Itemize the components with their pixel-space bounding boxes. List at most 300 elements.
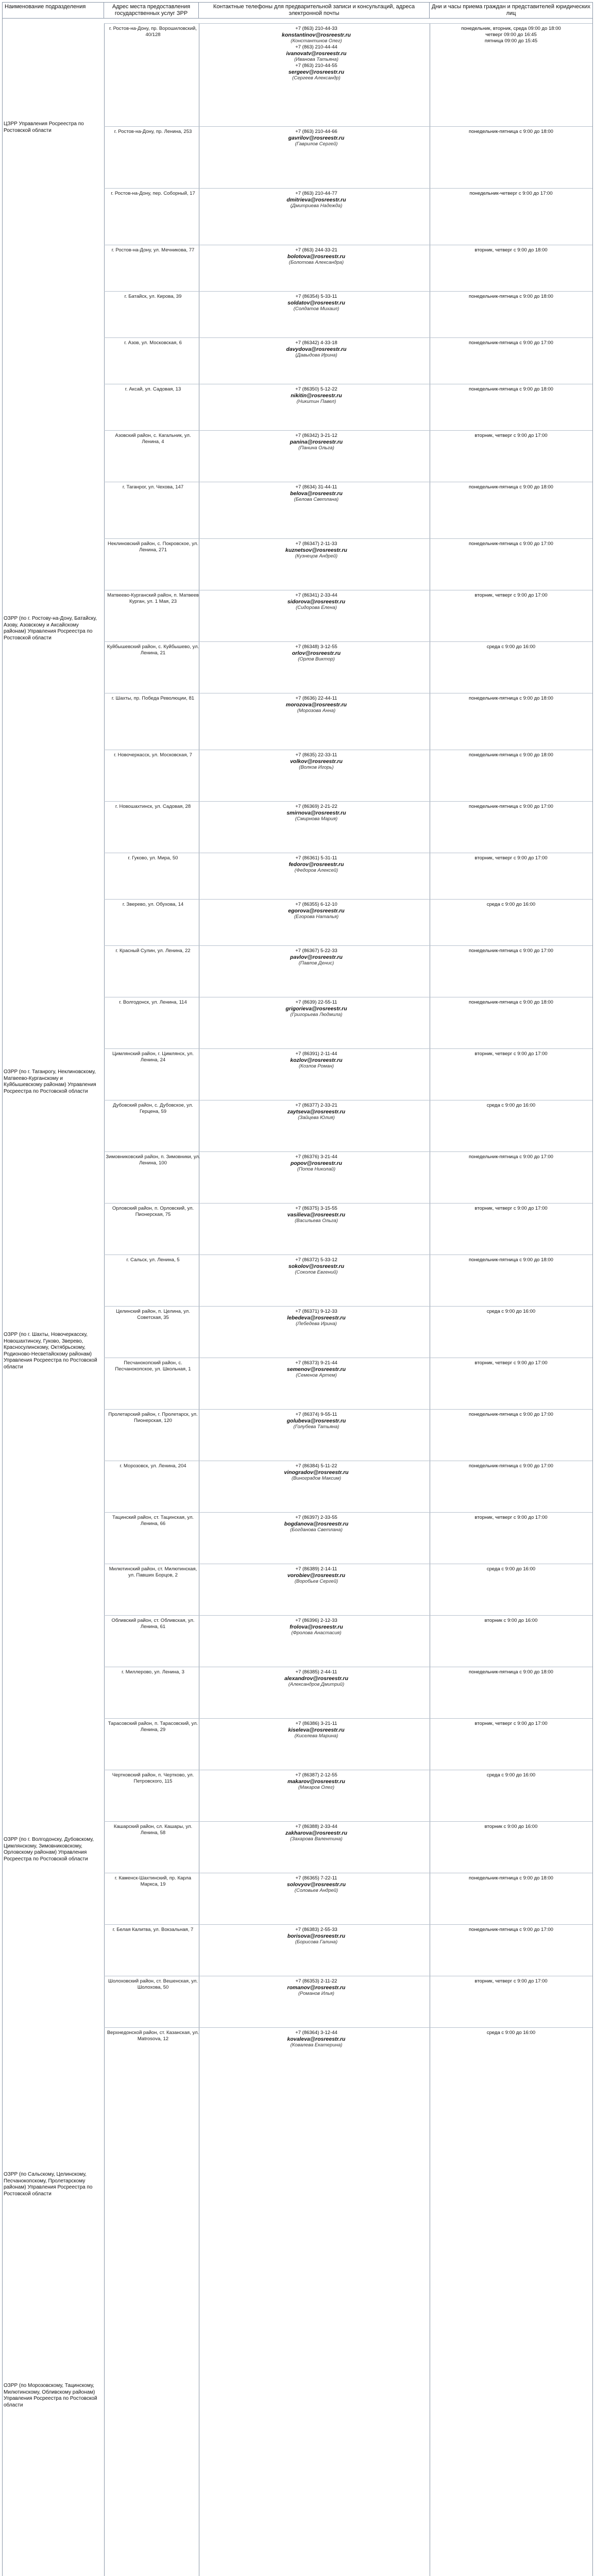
contacts-cell [203, 1927, 430, 1945]
table-row [104, 291, 592, 338]
contacts-cell [203, 26, 430, 81]
contacts-cell [203, 294, 430, 312]
contacts-cell [203, 1463, 430, 1482]
schedule-cell [434, 1360, 588, 1366]
email-link[interactable]: volkov@rosreestr.ru [290, 758, 343, 765]
schedule-line: понедельник-пятница с 9:00 до 18:00 [469, 294, 553, 299]
contact-person: (Семенов Артем) [296, 1372, 337, 1378]
phone-number: +7 (86374) 9-55-11 [295, 1412, 337, 1417]
email-link[interactable]: vorobiev@rosreestr.ru [287, 1572, 346, 1579]
table-row [104, 1358, 592, 1410]
contacts-cell [203, 386, 430, 405]
schedule-cell [434, 1824, 588, 1830]
schedule-line: понедельник-пятница с 9:00 до 18:00 [469, 129, 553, 134]
contact-person: (Богданова Светлана) [290, 1527, 343, 1533]
schedule-line: среда с 9:00 до 16:00 [486, 1772, 536, 1778]
table-row [104, 1564, 592, 1616]
phone-number: +7 (86386) 3-21-11 [295, 1721, 337, 1726]
contact-person: (Гаврилов Сергей) [295, 141, 338, 147]
contact-person: (Федоров Алексей) [294, 868, 338, 873]
table-row [104, 1512, 592, 1564]
table-row [104, 482, 592, 539]
email-link[interactable]: popov@rosreestr.ru [290, 1160, 343, 1166]
contact-person: (Иванова Татьяна) [294, 57, 338, 62]
table-row [104, 1100, 592, 1152]
schedule-cell [434, 1566, 588, 1572]
header-contacts: Контактные телефоны для предварительной записи и консультаций, адреса электронной почты [199, 3, 430, 18]
schedule-line: понедельник-пятница с 9:00 до 18:00 [469, 752, 553, 758]
header-address: Адрес места предоставления государственных услуг ЗРР [104, 3, 199, 18]
contacts-cell [203, 1206, 430, 1224]
schedule-line: понедельник-пятница с 9:00 до 18:00 [469, 1875, 553, 1881]
contact-person: (Соколов Евгений) [295, 1269, 338, 1275]
schedule-line: среда с 9:00 до 16:00 [486, 644, 536, 650]
email-link[interactable]: semenov@rosreestr.ru [286, 1366, 346, 1372]
schedule-cell [434, 855, 588, 861]
email-link[interactable]: makarov@rosreestr.ru [287, 1778, 345, 1785]
contact-person: (Сидорова Елена) [296, 605, 337, 611]
contacts-cell [203, 1257, 430, 1276]
email-link[interactable]: ivanovatv@rosreestr.ru [286, 50, 347, 57]
address-cell: г. Шахты, пр. Победа Революции, 81 [111, 696, 195, 701]
phone-number: +7 (86342) 4-33-18 [295, 340, 337, 346]
address-cell: г. Волгодонск, ул. Ленина, 114 [119, 999, 187, 1005]
phone-number: +7 (86391) 2-11-44 [295, 1051, 337, 1057]
address-cell: Шолоховский район, ст. Вешенская, ул. Шолохова, 50 [108, 1978, 198, 1990]
contact-person: (Романов Илья) [298, 1991, 334, 1996]
email-link[interactable]: soldatov@rosreestr.ru [287, 300, 345, 306]
schedule-line: понедельник-четверг с 9:00 до 17:00 [469, 191, 553, 196]
schedule-cell [434, 1669, 588, 1675]
schedule-cell [434, 804, 588, 810]
schedule-line: понедельник-пятница с 9:00 до 17:00 [469, 1927, 553, 1933]
contacts-cell [203, 855, 430, 874]
subdivision-name: ОЗРР (по г. Шахты, Новочеркасску, Новошахтинску, Гуково, Зверево, Красносулинскому, Октябрьскому, Родионово-Несветайскому районам) Управления Росреестра по Ростовской области [4, 1332, 97, 1370]
schedule-line: понедельник-пятница с 9:00 до 17:00 [469, 948, 553, 954]
schedule-cell [434, 1309, 588, 1315]
email-link[interactable]: kiseleva@rosreestr.ru [288, 1727, 345, 1733]
phone-number: +7 (86383) 2-55-33 [295, 1927, 337, 1933]
contact-person: (Попов Николай) [297, 1166, 336, 1172]
email-link[interactable]: alexandrov@rosreestr.ru [284, 1675, 349, 1682]
table-row [104, 1151, 592, 1204]
contact-person: (Соловьев Андрей) [294, 1888, 338, 1893]
schedule-line: понедельник-пятница с 9:00 до 17:00 [469, 804, 553, 809]
address-cell: г. Белая Калитва, ул. Вокзальная, 7 [112, 1927, 194, 1933]
contact-person: (Воробьев Сергей) [294, 1579, 338, 1584]
table-row [104, 1976, 592, 2028]
table-row [104, 337, 592, 384]
address-cell: Пролетарский район, г. Пролетарск, ул. Пионерская, 120 [108, 1412, 198, 1423]
table-row [104, 1461, 592, 1513]
contacts-cell [203, 1309, 430, 1327]
address-cell: г. Гуково, ул. Мира, 50 [128, 855, 178, 861]
contact-person: (Панина Ольга) [298, 445, 334, 451]
phone-number: +7 (86364) 3-12-44 [295, 2030, 337, 2036]
schedule-cell [434, 1103, 588, 1109]
schedule-cell [434, 294, 588, 300]
email-link[interactable]: zaytseva@rosreestr.ru [287, 1109, 346, 1115]
document-sheet [2, 2, 593, 2576]
contacts-cell [203, 752, 430, 771]
phone-number: +7 (86396) 2-12-33 [295, 1618, 337, 1623]
email-link[interactable]: gavrilov@rosreestr.ru [288, 135, 345, 141]
schedule-line: понедельник-пятница с 9:00 до 18:00 [469, 1257, 553, 1263]
subdivision-name: ЦЗРР Управления Росреестра по Ростовской области [4, 121, 84, 133]
phone-number: +7 (8634) 31-44-11 [295, 484, 337, 490]
address-cell: Тарасовский район, п. Тарасовский, ул. Ленина, 29 [108, 1721, 198, 1733]
address-cell: г. Батайск, ул. Кирова, 39 [124, 294, 182, 299]
address-cell: Дубовский район, с. Дубовское, ул. Герцена, 59 [113, 1103, 193, 1114]
email-link[interactable]: smirnova@rosreestr.ru [286, 810, 346, 816]
contact-person: (Волков Игорь) [299, 765, 334, 770]
contacts-cell [203, 340, 430, 359]
schedule-line: вторник, четверг с 9:00 до 17:00 [474, 1515, 548, 1520]
subdivision-name: ОЗРР (по Сальскому, Целинскому, Песчанокопскому, Пролетарскому районам) Управления Росреестра по Ростовской области [4, 2172, 93, 2197]
subdivision-name: ОЗРР (по Морозовскому, Тацинскому, Милютинскому, Обливскому районам) Управления Росреестра по Ростовской области [4, 2383, 97, 2408]
table-row [104, 538, 592, 590]
schedule-cell [434, 433, 588, 439]
table-row [104, 126, 592, 189]
contacts-cell [203, 247, 430, 266]
email-link[interactable]: frolova@rosreestr.ru [290, 1624, 343, 1630]
table-row [104, 384, 592, 431]
schedule-cell [434, 129, 588, 135]
schedule-cell [434, 26, 588, 44]
table-row [104, 245, 592, 292]
email-link[interactable]: vasilieva@rosreestr.ru [287, 1212, 346, 1218]
contacts-cell [203, 1515, 430, 1533]
address-cell: Целинский район, п. Целина, ул. Советская, 35 [116, 1309, 190, 1320]
email-link[interactable]: sokolov@rosreestr.ru [288, 1263, 345, 1269]
address-cell: г. Таганрог, ул. Чехова, 147 [122, 484, 184, 490]
phone-number: +7 (86342) 3-21-12 [295, 433, 337, 438]
phone-number: +7 (863) 210-44-55 [295, 63, 337, 69]
table-row [104, 1409, 592, 1461]
email-link[interactable]: nikitin@rosreestr.ru [291, 393, 342, 399]
phone-number: +7 (86347) 2-11-33 [295, 541, 337, 547]
address-cell: Кашарский район, сл. Кашары, ул. Ленина, 58 [113, 1824, 193, 1836]
table-row [104, 693, 592, 750]
schedule-line: вторник, четверг с 9:00 до 17:00 [474, 1978, 548, 1984]
phone-number: +7 (86365) 7-22-11 [295, 1875, 337, 1881]
address-cell: Тацинский район, ст. Тацинская, ул. Ленина, 66 [112, 1515, 194, 1527]
email-link[interactable]: kovaleva@rosreestr.ru [287, 2036, 346, 2042]
email-link[interactable]: borisova@rosreestr.ru [287, 1933, 346, 1939]
contact-person: (Егорова Наталья) [294, 914, 339, 920]
header-schedule: Дни и часы приема граждан и представителей юридических лиц [432, 4, 590, 16]
subdivision-name: ОЗРР (по г. Таганрогу, Неклиновскому, Матвеево-Курганскому и Куйбышевскому районам) Управления Росреестра по Ростовской области [4, 1069, 96, 1094]
table-row [104, 853, 592, 900]
email-link[interactable]: pavlov@rosreestr.ru [290, 954, 343, 960]
contact-person: (Орлов Виктор) [298, 656, 335, 662]
table-body [3, 23, 592, 2576]
schedule-line: вторник с 9:00 до 16:00 [484, 1618, 538, 1623]
table-row [104, 641, 592, 693]
contacts-cell [203, 804, 430, 822]
schedule-line: пятница 09:00 до 15:45 [484, 38, 538, 44]
schedule-cell [434, 1618, 588, 1624]
schedule-cell [434, 541, 588, 547]
schedule-cell [434, 1515, 588, 1521]
phone-number: +7 (86354) 5-33-11 [295, 294, 337, 299]
address-cell: г. Зверево, ул. Обухова, 14 [122, 902, 184, 907]
contacts-cell [203, 1360, 430, 1379]
phone-number: +7 (86377) 2-33-21 [295, 1103, 337, 1108]
email-link[interactable]: kuznetsov@rosreestr.ru [285, 547, 347, 553]
address-cell: г. Ростов-на-Дону, пер. Соборный, 17 [111, 191, 195, 196]
table-header [3, 3, 592, 19]
phone-number: +7 (86341) 2-33-44 [295, 592, 337, 598]
contact-person: (Голубева Татьяна) [293, 1424, 339, 1430]
contact-person: (Смирнова Мария) [295, 816, 338, 822]
address-cell: г. Миллерово, ул. Ленина, 3 [122, 1669, 184, 1675]
phone-number: +7 (86387) 2-12-55 [295, 1772, 337, 1778]
email-link[interactable]: panina@rosreestr.ru [290, 439, 343, 445]
table-row [104, 2027, 592, 2079]
contacts-cell [203, 1669, 430, 1688]
phone-number: +7 (86361) 5-31-11 [295, 855, 337, 861]
phone-number: +7 (86389) 2-14-11 [295, 1566, 337, 1572]
address-cell: г. Сальск, ул. Ленина, 5 [126, 1257, 180, 1263]
email-link[interactable]: morozova@rosreestr.ru [285, 702, 347, 708]
contacts-cell [203, 592, 430, 611]
address-cell: Азовский район, с. Кагальник, ул. Ленина, 4 [115, 433, 191, 445]
address-cell: г. Азов, ул. Московская, 6 [124, 340, 182, 346]
email-link[interactable]: vinogradov@rosreestr.ru [284, 1469, 349, 1476]
contact-person: (Давыдова Ирина) [295, 352, 337, 358]
contacts-cell [203, 1618, 430, 1636]
email-link[interactable]: zakharova@rosreestr.ru [285, 1830, 347, 1836]
schedule-cell [434, 1463, 588, 1469]
table-row [104, 1821, 592, 1873]
contacts-cell [203, 644, 430, 663]
table-row [104, 945, 592, 997]
schedule-line: понедельник-пятница с 9:00 до 17:00 [469, 541, 553, 547]
phone-number: +7 (86355) 6-12-10 [295, 902, 337, 907]
table-row [104, 1615, 592, 1667]
address-cell: г. Морозовск, ул. Ленина, 204 [120, 1463, 186, 1469]
email-link[interactable]: fedorov@rosreestr.ru [288, 861, 344, 868]
schedule-cell [434, 1206, 588, 1212]
schedule-cell [434, 484, 588, 490]
contacts-cell [203, 999, 430, 1018]
contact-person: (Кузнецов Андрей) [295, 553, 338, 559]
schedule-line: понедельник-пятница с 9:00 до 18:00 [469, 696, 553, 701]
schedule-line: вторник, четверг с 9:00 до 17:00 [474, 855, 548, 861]
schedule-line: среда с 9:00 до 16:00 [486, 1566, 536, 1572]
contact-person: (Никитин Павел) [296, 399, 336, 404]
phone-number: +7 (863) 210-44-33 [295, 26, 337, 31]
email-link[interactable]: solovyov@rosreestr.ru [286, 1882, 346, 1888]
contacts-cell [203, 541, 430, 560]
contacts-cell [203, 191, 430, 209]
email-link[interactable]: egorova@rosreestr.ru [288, 908, 345, 914]
phone-number: +7 (8635) 22-33-11 [295, 752, 337, 758]
table-row [104, 750, 592, 802]
schedule-line: вторник, четверг с 9:00 до 17:00 [474, 1051, 548, 1057]
schedule-line: вторник, четверг с 9:00 до 17:00 [474, 1206, 548, 1211]
phone-number: +7 (863) 210-44-66 [295, 129, 337, 134]
phone-number: +7 (86385) 2-44-11 [295, 1669, 337, 1675]
address-cell: г. Ростов-на-Дону, пр. Ленина, 253 [114, 129, 192, 134]
contact-person: (Белова Светлана) [294, 497, 339, 502]
schedule-cell [434, 1875, 588, 1882]
table-row [104, 1924, 592, 1976]
contacts-cell [203, 129, 430, 147]
schedule-cell [434, 386, 588, 393]
email-link[interactable]: sidorova@rosreestr.ru [287, 599, 346, 605]
header-subdivision: Наименование подразделения [3, 3, 104, 18]
phone-number: +7 (86376) 3-21-44 [295, 1154, 337, 1160]
phone-number: +7 (86384) 5-11-22 [295, 1463, 337, 1469]
table-row [104, 1203, 592, 1255]
schedule-cell [434, 999, 588, 1006]
schedule-cell [434, 902, 588, 908]
schedule-cell [434, 696, 588, 702]
schedule-cell [434, 644, 588, 650]
table-row [104, 1048, 592, 1100]
contact-person: (Солдатов Михаил) [293, 306, 339, 312]
schedule-cell [434, 1772, 588, 1778]
contacts-cell [203, 1412, 430, 1430]
email-link[interactable]: bogdanova@rosreestr.ru [284, 1521, 349, 1527]
schedule-cell [434, 2030, 588, 2036]
contacts-cell [203, 1824, 430, 1842]
schedule-line: вторник, четверг с 9:00 до 17:00 [474, 592, 548, 598]
schedule-line: вторник, четверг с 9:00 до 17:00 [474, 1721, 548, 1726]
contacts-cell [203, 948, 430, 967]
email-link[interactable]: kozlov@rosreestr.ru [290, 1057, 343, 1063]
contact-person: (Григорьева Людмила) [290, 1012, 343, 1018]
email-link[interactable]: golubeva@rosreestr.ru [286, 1418, 346, 1424]
contacts-cell [203, 1154, 430, 1173]
contact-person: (Ковалева Екатерина) [290, 2042, 343, 2048]
contact-person: (Киселева Марина) [294, 1733, 338, 1739]
table-row [104, 1306, 592, 1358]
phone-number: +7 (863) 210-44-44 [295, 44, 337, 50]
address-cell: Неклиновский район, с. Покровское, ул. Ленина, 271 [108, 541, 198, 553]
address-cell: Обливский район, ст. Обливская, ул. Ленина, 61 [111, 1618, 195, 1630]
schedule-line: среда с 9:00 до 16:00 [486, 1309, 536, 1314]
address-cell: г. Ростов-на-Дону, пр. Ворошиловский, 40/128 [109, 26, 197, 38]
schedule-line: понедельник-пятница с 9:00 до 18:00 [469, 386, 553, 392]
phone-number: +7 (86353) 2-11-22 [295, 1978, 337, 1984]
phone-number: +7 (86373) 9-21-44 [295, 1360, 337, 1366]
email-link[interactable]: grigorieva@rosreestr.ru [285, 1006, 347, 1012]
email-link[interactable]: orlov@rosreestr.ru [292, 650, 341, 656]
schedule-line: четверг 09:00 до 16:45 [485, 32, 537, 38]
subdivision-name: ОЗРР (по г. Волгодонску, Дубовскому, Цимлянскому, Зимовниковскому, Орловскому районам) Управления Росреестра по Ростовской области [4, 1837, 94, 1862]
schedule-cell [434, 247, 588, 253]
contacts-cell [203, 484, 430, 503]
table-row [104, 590, 592, 642]
address-cell: г. Новошахтинск, ул. Садовая, 28 [115, 804, 191, 809]
email-link[interactable]: bolotova@rosreestr.ru [287, 253, 346, 260]
schedule-cell [434, 191, 588, 197]
schedule-line: понедельник-пятница с 9:00 до 17:00 [469, 340, 553, 346]
contact-person: (Захарова Валентина) [290, 1836, 343, 1842]
phone-number: +7 (86348) 3-12-55 [295, 644, 337, 650]
schedule-line: понедельник, вторник, среда 09:00 до 18:00 [461, 26, 561, 31]
contact-person: (Сергеев Александр) [292, 75, 341, 81]
address-cell: Зимовниковский район, п. Зимовники, ул. Ленина, 100 [106, 1154, 200, 1166]
contacts-cell [203, 1566, 430, 1585]
address-cell: г. Красный Сулин, ул. Ленина, 22 [115, 948, 191, 954]
table-row [104, 1718, 592, 1770]
schedule-line: понедельник-пятница с 9:00 до 18:00 [469, 1669, 553, 1675]
schedule-line: вторник, четверг с 9:00 до 18:00 [474, 247, 548, 253]
schedule-cell [434, 1051, 588, 1057]
contact-person: (Болотова Александра) [288, 260, 344, 265]
schedule-cell [434, 1978, 588, 1985]
address-cell: Милютинский район, ст. Милютинская, ул. Павших Борцов, 2 [109, 1566, 197, 1578]
contacts-cell [203, 433, 430, 451]
schedule-line: понедельник-пятница с 9:00 до 17:00 [469, 1463, 553, 1469]
contacts-cell [203, 1721, 430, 1739]
schedule-line: среда с 9:00 до 16:00 [486, 902, 536, 907]
schedule-cell [434, 592, 588, 599]
email-link[interactable]: lebedeva@rosreestr.ru [287, 1315, 346, 1321]
contact-person: (Виноградов Максим) [291, 1476, 342, 1481]
table-row [104, 899, 592, 946]
contacts-cell [203, 1978, 430, 1997]
schedule-line: вторник, четверг с 9:00 до 17:00 [474, 1360, 548, 1366]
schedule-cell [434, 1721, 588, 1727]
schedule-cell [434, 340, 588, 346]
address-cell: г. Ростов-на-Дону, ул. Мечникова, 77 [111, 247, 195, 253]
subdivision-name: ОЗРР (по г. Ростову-на-Дону, Батайску, Азову, Азовскому и Аксайскому районам) Управления Росреестра по Ростовской области [4, 616, 97, 641]
contact-person: (Васильева Ольга) [295, 1218, 338, 1224]
email-link[interactable]: belova@rosreestr.ru [290, 490, 343, 497]
phone-number: +7 (8639) 22-55-11 [295, 999, 337, 1005]
phone-number: +7 (86350) 5-12-22 [295, 386, 337, 392]
table-row [104, 1667, 592, 1719]
address-cell: г. Каменск-Шахтинский, пр. Карла Маркса, 19 [114, 1875, 192, 1887]
schedule-cell [434, 1927, 588, 1933]
address-cell: Куйбышевский район, с. Куйбышево, ул. Ленина, 21 [107, 644, 199, 656]
email-link[interactable]: romanov@rosreestr.ru [287, 1985, 346, 1991]
email-link[interactable]: dmitrieva@rosreestr.ru [286, 197, 346, 203]
contact-person: (Александров Дмитрий) [288, 1682, 345, 1687]
contact-person: (Зайцева Юлия) [298, 1115, 335, 1121]
table-row [104, 1873, 592, 1925]
table-row [104, 1770, 592, 1822]
table-row [104, 801, 592, 853]
email-link[interactable]: konstantinov@rosreestr.ru [282, 32, 351, 38]
address-cell: Цимлянский район, г. Цимлянск, ул. Ленина, 24 [112, 1051, 194, 1063]
email-link[interactable]: davydova@rosreestr.ru [286, 346, 347, 352]
phone-number: +7 (8636) 22-44-11 [295, 696, 337, 701]
address-cell: Песчанокопский район, с. Песчанокопское, ул. Школьная, 1 [115, 1360, 191, 1372]
email-link[interactable]: sergeev@rosreestr.ru [288, 69, 345, 75]
contact-person: (Павлов Денис) [298, 960, 334, 966]
contacts-cell [203, 696, 430, 714]
contact-person: (Лебедева Ирина) [296, 1321, 337, 1327]
table-row [104, 23, 592, 127]
schedule-cell [434, 752, 588, 758]
contacts-cell [203, 902, 430, 920]
table-row [104, 1255, 592, 1307]
schedule-cell [434, 1154, 588, 1160]
address-cell: г. Новочеркасск, ул. Московская, 7 [114, 752, 192, 758]
phone-number: +7 (86388) 2-33-44 [295, 1824, 337, 1829]
address-cell: Чертковский район, п. Чертково, ул. Петровского, 115 [112, 1772, 194, 1784]
contacts-cell [203, 1875, 430, 1894]
schedule-line: понедельник-пятница с 9:00 до 17:00 [469, 1412, 553, 1417]
table-row [104, 188, 592, 245]
phone-number: +7 (86397) 2-33-55 [295, 1515, 337, 1520]
